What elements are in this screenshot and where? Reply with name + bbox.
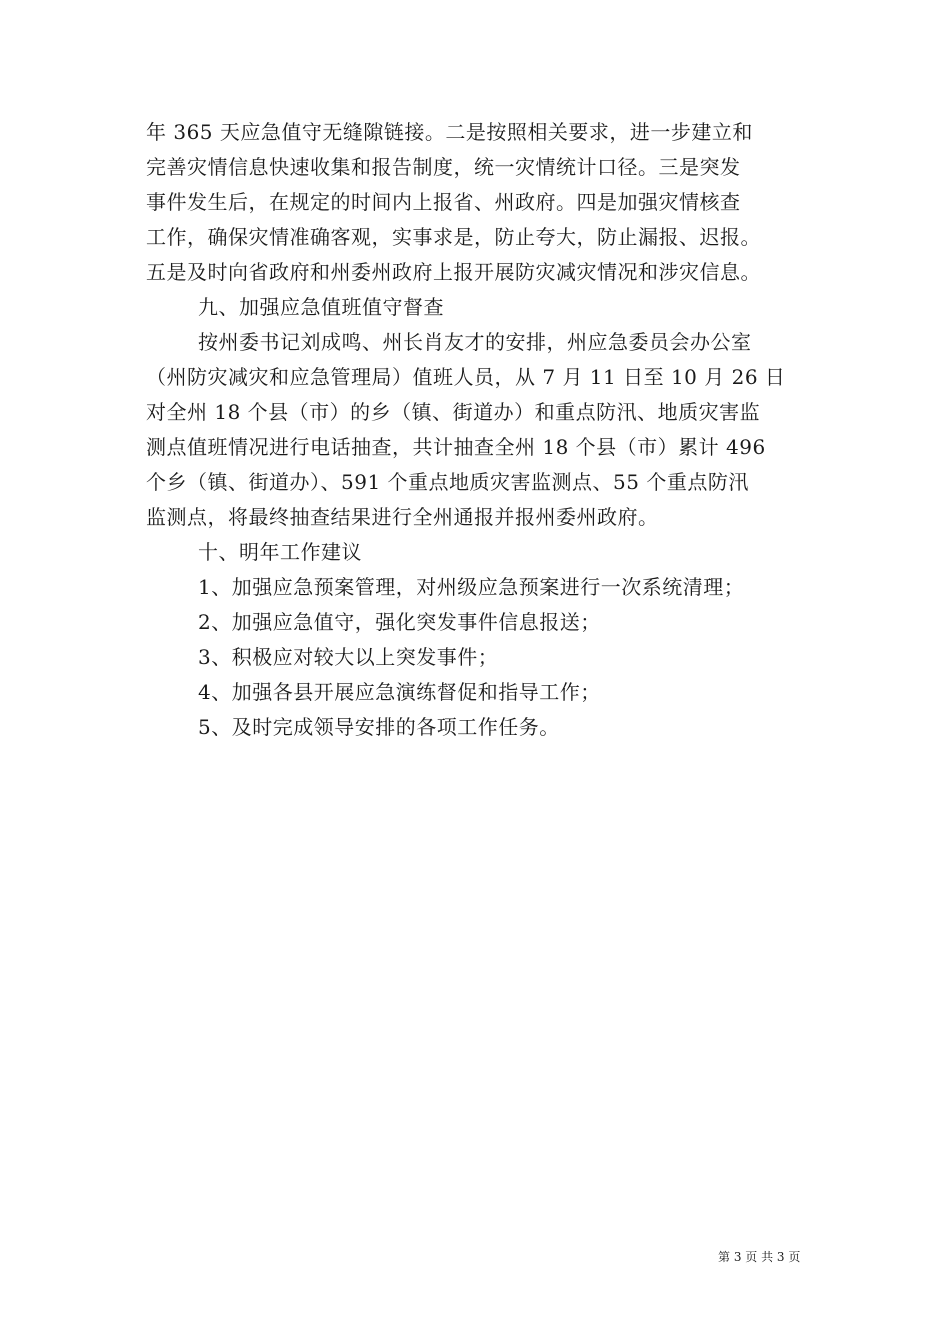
text-line: 监测点，将最终抽查结果进行全州通报并报州委州政府。 (146, 505, 659, 529)
text-line: （州防灾减灾和应急管理局）值班人员，从 7 月 11 日至 10 月 26 日 (146, 365, 786, 389)
section-nine (146, 290, 816, 535)
section-ten (146, 535, 816, 745)
text-line: 按州委书记刘成鸣、州长肖友才的安排，州应急委员会办公室 (198, 330, 752, 354)
page-number: 第 3 页 共 3 页 (718, 1250, 801, 1264)
text-line: 测点值班情况进行电话抽查，共计抽查全州 18 个县（市）累计 496 (146, 435, 766, 459)
section-heading: 九、加强应急值班值守督查 (198, 295, 444, 319)
list-item: 1、加强应急预案管理，对州级应急预案进行一次系统清理； (198, 575, 745, 599)
text-line: 个乡（镇、街道办）、591 个重点地质灾害监测点、55 个重点防汛 (146, 470, 749, 494)
text-line: 完善灾情信息快速收集和报告制度，统一灾情统计口径。三是突发 (146, 155, 741, 179)
list-item: 3、积极应对较大以上突发事件； (198, 645, 499, 669)
paragraph-continuation (146, 115, 816, 290)
document-body (146, 115, 816, 745)
section-heading: 十、明年工作建议 (198, 540, 362, 564)
list-item: 4、加强各县开展应急演练督促和指导工作； (198, 680, 601, 704)
text-line: 事件发生后，在规定的时间内上报省、州政府。四是加强灾情核查 (146, 190, 741, 214)
text-line: 对全州 18 个县（市）的乡（镇、街道办）和重点防汛、地质灾害监 (146, 400, 761, 424)
text-line: 五是及时向省政府和州委州政府上报开展防灾减灾情况和涉灾信息。 (146, 260, 761, 284)
list-item: 2、加强应急值守，强化突发事件信息报送； (198, 610, 601, 634)
text-line: 年 365 天应急值守无缝隙链接。二是按照相关要求，进一步建立和 (146, 120, 753, 144)
list-item: 5、及时完成领导安排的各项工作任务。 (198, 715, 560, 739)
text-line: 工作，确保灾情准确客观，实事求是，防止夸大，防止漏报、迟报。 (146, 225, 761, 249)
